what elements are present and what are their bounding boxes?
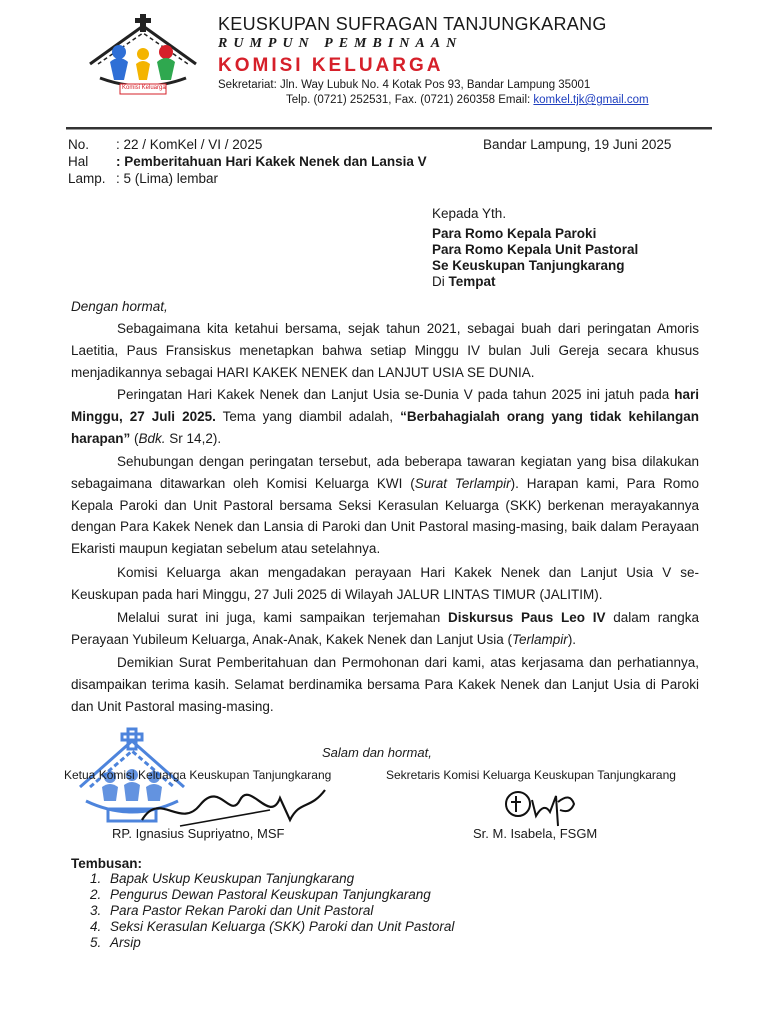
paragraph-6-text: Demikian Surat Pemberitahuan dan Permohonan dari kami, atas kerjasama dan perhatiannya, disampaikan terima kasih. Selamat berdinamika bersama Para Kakek Nenek dan Lanjut Usia di Paroki dan Unit Pastoral masing-masing. <box>71 655 699 714</box>
paragraph-4-text: Komisi Keluarga akan mengadakan perayaan Hari Kakek Nenek dan Lanjut Usia V se-Keuskupan pada hari Minggu, 27 Juli 2025 di Wilayah JALUR LINTAS TIMUR (JALITIM). <box>71 565 699 602</box>
logo-caption: Komisi Keluarga <box>122 85 166 91</box>
recipient-line3: Se Keuskupan Tanjungkarang <box>432 258 625 273</box>
p2-bdk-italic: Bdk. <box>138 430 166 446</box>
meta-hal-label: Hal <box>68 154 89 169</box>
greeting: Dengan hormat, <box>71 299 168 314</box>
phone-fax: Telp. (0721) 252531, Fax. (0721) 260358 Email: <box>286 94 534 106</box>
paragraph-6 <box>71 652 699 717</box>
p5-bold: Diskursus Paus Leo IV <box>447 610 606 625</box>
paragraph-1 <box>71 318 699 383</box>
recipient-line2: Para Romo Kepala Unit Pastoral <box>432 242 639 257</box>
komisi-keluarga-logo <box>84 14 202 102</box>
p5-italic: Terlampir <box>512 631 568 647</box>
paragraph-5 <box>71 607 699 651</box>
org-name: KEUSKUPAN SUFRAGAN TANJUNGKARANG <box>218 14 607 34</box>
meta-hal <box>68 154 427 169</box>
header-divider <box>66 127 712 130</box>
p3-italic: Surat Terlampir <box>414 475 511 491</box>
paragraph-1-text: Sebagaimana kita ketahui bersama, sejak tahun 2021, sebagai buah dari peringatan Amoris Laetitia, Paus Fransiskus menetapkan bahwa setiap Minggu IV bulan Juli Gereja secara khusus menjadikannya sebagai HARI KAKEK NENEK dan LANJUT USIA SE DUNIA. <box>71 321 699 380</box>
letter-date: Bandar Lampung, 19 Juni 2025 <box>483 137 672 152</box>
list-item: 5. Arsip <box>90 935 141 950</box>
recipient-line1: Para Romo Kepala Paroki <box>432 226 597 241</box>
list-item: 2. Pengurus Dewan Pastoral Keuskupan Tanjungkarang <box>90 887 431 902</box>
cc-list <box>90 871 454 951</box>
meta-lamp-value: : 5 (Lima) lembar <box>116 171 219 186</box>
recipient-line4-bold: Tempat <box>448 274 496 289</box>
paragraph-4 <box>71 562 699 606</box>
meta-no <box>68 137 262 152</box>
p2-text-c: Tema yang diambil adalah, <box>215 408 401 424</box>
p3-text-a: Sehubungan dengan peringatan tersebut, ada beberapa tawaran kegiatan yang bisa dilakukan sebagaimana ditawarkan oleh Komisi Keluarga KWI ( <box>71 454 699 491</box>
commission-name: KOMISI KELUARGA <box>218 55 444 76</box>
p2-text-e: ( <box>130 430 139 446</box>
paragraph-2 <box>71 384 699 449</box>
recipient-line4-prefix: Di <box>432 274 449 289</box>
p2-text-g: Sr 14,2). <box>165 430 222 446</box>
p3-text-c: ). Harapan kami, Para Romo Kepala Paroki dan Unit Pastoral bersama Seksi Kerasulan Keluarga (SKK) berkenan merayakannya dengan Para Kakek Nenek dan Lansia di Paroki dan Unit Pastoral masing-masing, baik dalam Perayaan Ekaristi maupun kegiatan sebelum atau setelahnya. <box>71 475 699 557</box>
p2-text-a: Peringatan Hari Kakek Nenek dan Lanjut Usia se-Dunia V pada tahun 2025 ini jatuh pada <box>117 387 675 402</box>
email-link[interactable]: komkel.tjk@gmail.com <box>533 94 649 106</box>
meta-no-value: : 22 / KomKel / VI / 2025 <box>116 137 263 152</box>
org-subtitle: RUMPUN PEMBINAAN <box>218 36 463 51</box>
p5-text-a: Melalui surat ini juga, kami sampaikan terjemahan <box>117 610 448 625</box>
meta-lamp-label: Lamp. <box>68 171 106 186</box>
recipient-line4 <box>432 274 496 289</box>
p2-date-bold: hari Minggu, 27 Juli 2025. <box>71 387 699 424</box>
recipient-intro: Kepada Yth. <box>432 206 507 221</box>
secretary-title: Sekretaris Komisi Keluarga Keuskupan Tanjungkarang <box>386 768 676 782</box>
p5-text-e: ). <box>567 631 577 647</box>
list-item: 1. Bapak Uskup Keuskupan Tanjungkarang <box>90 871 355 886</box>
cc-heading: Tembusan: <box>71 856 143 871</box>
list-item: 4. Seksi Kerasulan Keluarga (SKK) Paroki dan Unit Pastoral <box>90 919 455 934</box>
list-item: 3. Para Pastor Rekan Paroki dan Unit Pastoral <box>90 903 374 918</box>
meta-lamp <box>68 171 218 186</box>
closing-salutation: Salam dan hormat, <box>322 745 432 760</box>
secretary-signature <box>492 782 592 832</box>
meta-no-label: No. <box>68 137 90 152</box>
meta-hal-value: : Pemberitahuan Hari Kakek Nenek dan Lansia V <box>116 154 427 169</box>
secretary-name: Sr. M. Isabela, FSGM <box>473 826 598 841</box>
p5-text-c: dalam rangka Perayaan Yubileum Keluarga, Anak-Anak, Kakek Nenek dan Lanjut Usia ( <box>71 610 699 647</box>
address: Sekretariat: Jln. Way Lubuk No. 4 Kotak Pos 93, Bandar Lampung 35001 <box>218 79 591 91</box>
contact-line <box>286 94 649 106</box>
p2-theme-bold: “Berbahagialah orang yang tidak kehilangan harapan” <box>71 408 699 446</box>
chair-title: Ketua Komisi Keluarga Keuskupan Tanjungkarang <box>64 768 332 782</box>
chair-name: RP. Ignasius Supriyatno, MSF <box>112 826 285 841</box>
paragraph-3 <box>71 451 699 560</box>
